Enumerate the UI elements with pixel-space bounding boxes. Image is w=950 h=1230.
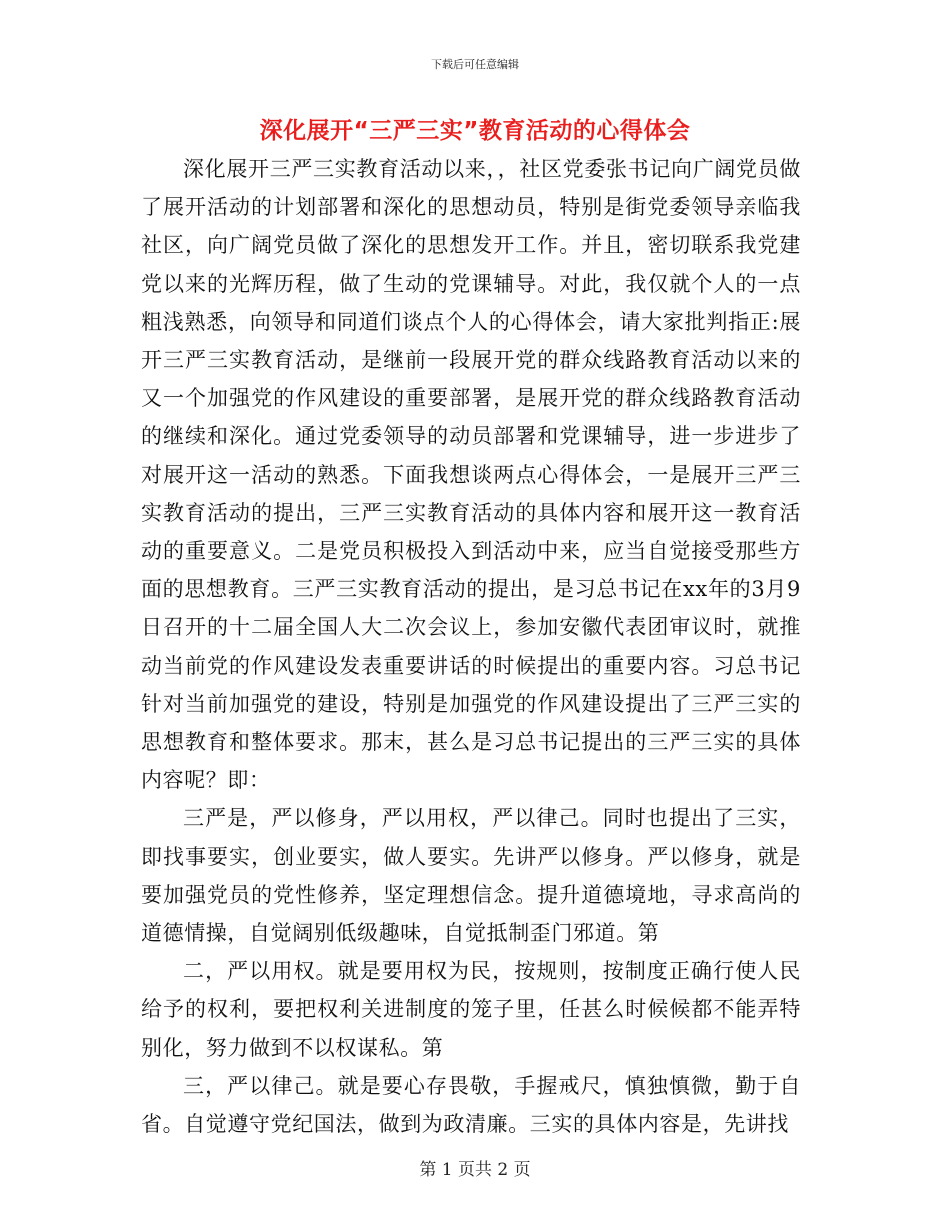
header-note: 下载后可任意编辑 xyxy=(431,58,519,71)
document-title: 深化展开“三严三实”教育活动的心得体会 xyxy=(259,118,691,144)
paragraph: 二，严以用权。就是要用权为民，按规则，按制度正确行使人民给予的权利，要把权利关进制度的笼子里，任甚么时候候都不能弄特别化，努力做到不以权谋私。第 xyxy=(141,959,801,1060)
paragraph: 三严是，严以修身，严以用权，严以律己。同时也提出了三实，即找事要实，创业要实，做人要实。先讲严以修身。严以修身，就是要加强党员的党性修养，坚定理想信念。提升道德境地，寻求高尚的道德情操，自觉阔别低级趣味，自觉抵制歪门邪道。第 xyxy=(141,806,801,946)
document-body xyxy=(141,150,801,1143)
paragraph: 三，严以律己。就是要心存畏敬，手握戒尺，慎独慎微，勤于自省。自觉遵守党纪国法，做到为政清廉。三实的具体内容是，先讲找 xyxy=(141,1073,801,1137)
paragraph: 深化展开三严三实教育活动以来，，社区党委张书记向广阔党员做了展开活动的计划部署和深化的思想动员，特别是街党委领导亲临我社区，向广阔党员做了深化的思想发开工作。并且，密切联系我党建党以来的光辉历程，做了生动的党课辅导。对此，我仅就个人的一点粗浅熟悉，向领导和同道们谈点个人的心得体会，请大家批判指正:展开三严三实教育活动，是继前一段展开党的群众线路教育活动以来的又一个加强党的作风建设的重要部署，是展开党的群众线路教育活动的继续和深化。通过党委领导的动员部署和党课辅导，进一步进步了对展开这一活动的熟悉。下面我想谈两点心得体会，一是展开三严三实教育活动的提出，三严三实教育活动的具体内容和展开这一教育活动的重要意义。二是党员积极投入到活动中来，应当自觉接受那些方面的思想教育。三严三实教育活动的提出，是习总书记在xx年的3月9日召开的十二届全国人大二次会议上，参加安徽代表团审议时，就推动当前党的作风建设发表重要讲话的时候提出的重要内容。习总书记针对当前加强党的建设，特别是加强党的作风建设提出了三严三实的思想教育和整体要求。那末，甚么是习总书记提出的三严三实的具体内容呢？即： xyxy=(141,157,801,793)
page-number: 第 1 页共 2 页 xyxy=(419,1160,531,1180)
